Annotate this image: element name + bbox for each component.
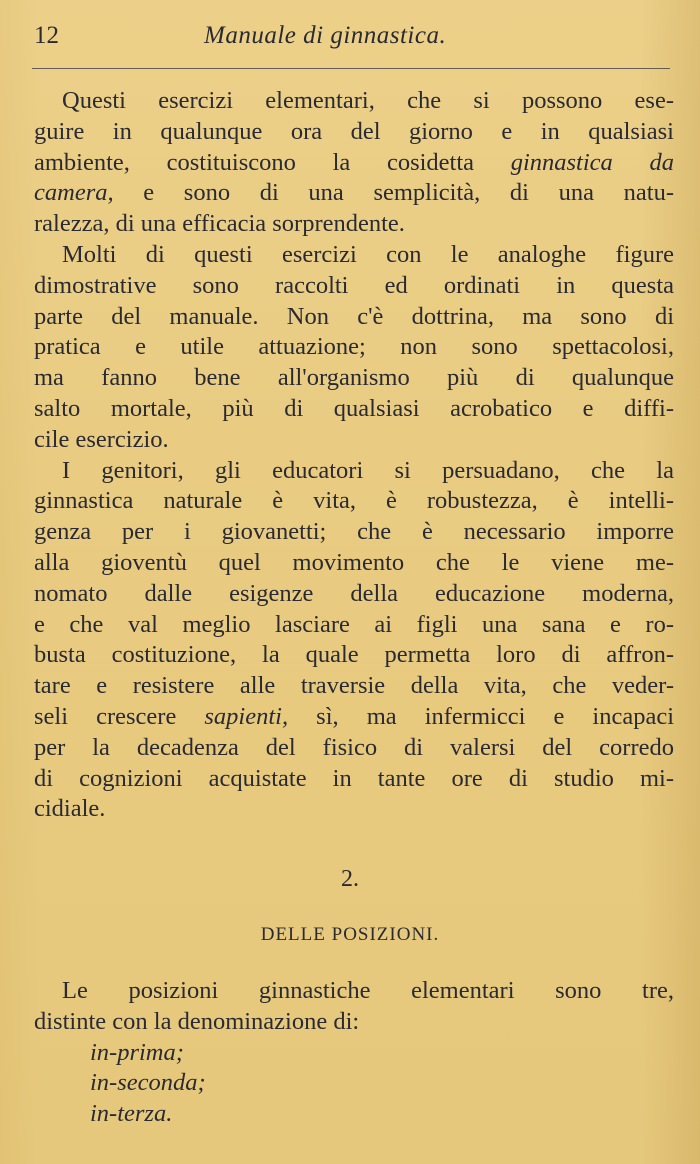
- text-line: pratica e utile attuazione; non sono spettacolosi,: [34, 333, 674, 361]
- text-line: guire in qualunque ora del giorno e in qualsiasi: [34, 117, 674, 145]
- text-line: tare e resistere alle traversie della vita, che veder-: [34, 672, 674, 700]
- text-line: e che val meglio lasciare ai figli una sana e ro-: [34, 610, 674, 638]
- position-item: in-seconda;: [90, 1069, 206, 1097]
- running-title: Manuale di ginnastica.: [204, 22, 447, 49]
- text-line: ma fanno bene all'organismo più di qualunque: [34, 364, 674, 392]
- italic-run: camera,: [34, 179, 114, 207]
- text-line: cile esercizio.: [34, 425, 169, 453]
- text-line: ambiente, costituiscono la cosidetta ginnastica da: [34, 148, 674, 176]
- text-line: di cognizioni acquistate in tante ore di studio mi-: [34, 764, 674, 792]
- text-line: distinte con la denominazione di:: [34, 1007, 360, 1035]
- text-line: ginnastica naturale è vita, è robustezza, è intelli-: [34, 487, 674, 515]
- italic-run: ginnastica da: [510, 148, 674, 176]
- position-item: in-terza.: [90, 1100, 173, 1128]
- paragraph: [34, 86, 674, 240]
- text-line: Questi esercizi elementari, che si possono ese-: [62, 87, 674, 114]
- text-line: alla gioventù quel movimento che le viene me-: [34, 548, 674, 576]
- italic-run: sapienti,: [204, 702, 289, 730]
- text-line: seli crescere sapienti, sì, ma infermicci e incapaci: [34, 702, 674, 730]
- text-line: salto mortale, più di qualsiasi acrobatico e diffi-: [34, 394, 674, 422]
- section-title: DELLE POSIZIONI.: [260, 924, 440, 945]
- text-line: parte del manuale. Non c'è dottrina, ma sono di: [34, 302, 674, 330]
- text-line: Le posizioni ginnastiche elementari sono tre,: [62, 977, 674, 1004]
- text-line: per la decadenza del fisico di valersi del corredo: [34, 733, 674, 761]
- position-item: in-prima;: [90, 1038, 184, 1066]
- paragraph: [34, 240, 674, 456]
- text-line: I genitori, gli educatori si persuadano, che la: [62, 456, 674, 484]
- main-text: [34, 86, 674, 825]
- paragraph: [34, 456, 674, 826]
- header-rule: [32, 68, 670, 69]
- text-line: cidiale.: [34, 795, 106, 823]
- page-number: 12: [34, 22, 59, 49]
- text-line: ralezza, di una efficacia sorprendente.: [34, 210, 405, 238]
- text-line: dimostrative sono raccolti ed ordinati in questa: [34, 271, 674, 299]
- section-number: 2.: [341, 866, 359, 892]
- text-line: nomato dalle esigenze della educazione moderna,: [34, 579, 674, 607]
- section-text: [34, 976, 674, 1130]
- text-line: genza per i giovanetti; che è necessario imporre: [34, 518, 674, 546]
- page-header: [34, 22, 670, 52]
- text-line: busta costituzione, la quale permetta loro di affron-: [34, 641, 674, 669]
- text-line: camera, e sono di una semplicità, di una natu-: [34, 179, 674, 207]
- text-line: Molti di questi esercizi con le analoghe figure: [62, 240, 674, 268]
